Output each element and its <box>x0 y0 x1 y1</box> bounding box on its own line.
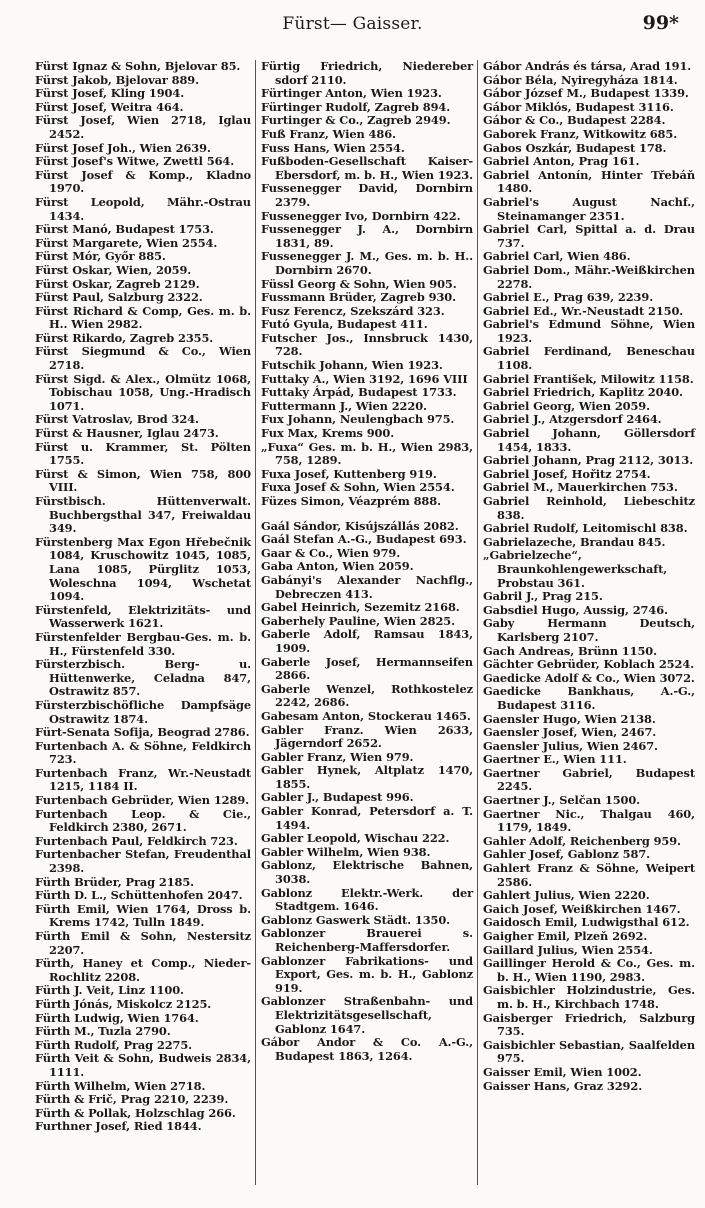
directory-entry: Fürth & Pollak, Holzschlag 266. <box>35 1105 236 1120</box>
directory-entry: Fussenegger David, Dornbirn 2379. <box>261 181 473 209</box>
directory-entry: Gabel Heinrich, Sezemitz 2168. <box>261 600 460 615</box>
directory-entry: Gablonzer Straßenbahn- und Elektrizitätsgesellschaft, Gablonz 1647. <box>261 994 473 1036</box>
directory-entry: Gaensler Josef, Wien, 2467. <box>483 725 657 740</box>
directory-entry: Gábor József M., Budapest 1339. <box>483 86 689 101</box>
directory-entry: Gablonzer Fabrikations- und Export, Ges. m. b. H., Gablonz 919. <box>261 953 473 995</box>
directory-entry: Fürst Josef & Komp., Kladno 1970. <box>35 167 251 196</box>
directory-entry: Gaedicke Adolf & Co., Wien 3072. <box>483 670 695 685</box>
directory-entry: Gahlert Franz & Söhne, Weipert 2586. <box>483 861 695 889</box>
directory-entry: Gabler Franz, Wien 979. <box>261 749 414 764</box>
directory-entry: Gabriel Ferdinand, Beneschau 1108. <box>483 344 695 373</box>
entry-columns <box>33 60 701 1185</box>
directory-entry: Fürtinger Anton, Wien 1923. <box>261 86 442 101</box>
directory-entry: Gaberle Josef, Hermannseifen 2866. <box>261 654 473 683</box>
directory-entry: Gaertner E., Wien 111. <box>483 752 627 767</box>
directory-entry: Furtenbach A. & Söhne, Feldkirch 723. <box>35 738 251 767</box>
directory-entry: Fürst Josef's Witwe, Zwettl 564. <box>35 154 235 169</box>
page-title: Fürst— Gaisser. <box>282 14 423 34</box>
directory-entry: Fürst Paul, Salzburg 2322. <box>35 290 203 305</box>
directory-entry: Gablonzer Brauerei s. Reichenberg-Maffersdorfer. <box>261 926 473 954</box>
directory-entry: Fux Johann, Neulengbach 975. <box>261 412 455 427</box>
directory-entry: Fürth Wilhelm, Wien 2718. <box>35 1078 206 1093</box>
directory-entry: Fürth Veit & Sohn, Budweis 2834, 1111. <box>35 1051 251 1079</box>
directory-entry: Gaberhely Pauline, Wien 2825. <box>261 613 455 628</box>
directory-entry: Fürsterzbischöfliche Dampfsäge Ostrawitz 1874. <box>35 697 251 726</box>
directory-entry: Fuxa Josef & Sohn, Wien 2554. <box>261 480 455 495</box>
directory-entry: Gabriel Johann, Göllersdorf 1454, 1833. <box>483 426 695 454</box>
directory-entry: Fürt-Senata Sofija, Beograd 2786. <box>35 725 250 740</box>
directory-entry: Gaich Josef, Weißkirchen 1467. <box>483 901 681 916</box>
directory-entry: Gabriel Friedrich, Kaplitz 2040. <box>483 385 683 400</box>
directory-entry: Gablonz Elektr.-Werk. der Stadtgem. 1646. <box>261 885 473 914</box>
directory-entry: Gaborek Franz, Witkowitz 685. <box>483 126 678 141</box>
directory-entry: Fürst Josef, Wien 2718, Iglau 2452. <box>35 113 251 141</box>
column-3 <box>477 60 699 1185</box>
directory-entry: Gabriel Ed., Wr.-Neustadt 2150. <box>483 303 684 318</box>
directory-entry: Gaisberger Friedrich, Salzburg 735. <box>483 1010 695 1039</box>
directory-entry: Fusz Ferencz, Szekszárd 323. <box>261 303 445 318</box>
directory-entry: Gablonz, Elektrische Bahnen, 3038. <box>261 858 473 887</box>
directory-entry: Fürtinger Rudolf, Zagreb 894. <box>261 99 451 114</box>
directory-entry: Fürth Jónás, Miskolcz 2125. <box>35 996 212 1011</box>
directory-entry: Furtenbach Gebrüder, Wien 1289. <box>35 793 250 808</box>
directory-entry: Fürth & Frič, Prag 2210, 2239. <box>35 1092 229 1107</box>
directory-entry: Gabler J., Budapest 996. <box>261 790 414 805</box>
directory-entry: Fürst Oskar, Wien, 2059. <box>35 262 192 277</box>
directory-entry: Gabrielazeche, Brandau 845. <box>483 534 666 549</box>
directory-entry: Fürsterzbisch. Berg- u. Hüttenwerke, Celadna 847, Ostrawitz 857. <box>35 657 251 699</box>
directory-entry: Fürst & Simon, Wien 758, 800 VIII. <box>35 466 251 495</box>
directory-entry: Gabriel Dom., Mähr.-Weißkirchen 2278. <box>483 262 695 291</box>
directory-entry: Gabler Leopold, Wischau 222. <box>261 831 450 846</box>
directory-entry: Gabsdiel Hugo, Aussig, 2746. <box>483 602 668 617</box>
directory-entry: Fux Max, Krems 900. <box>261 426 395 441</box>
directory-entry: Furthner Josef, Ried 1844. <box>35 1119 202 1134</box>
directory-entry: Fuss Hans, Wien 2554. <box>261 140 405 155</box>
directory-entry: Gaba Anton, Wien 2059. <box>261 559 414 574</box>
directory-entry: Gaar & Co., Wien 979. <box>261 545 401 560</box>
directory-entry: Gabriel Johann, Prag 2112, 3013. <box>483 453 694 468</box>
directory-entry: Fürth Emil, Wien 1764, Dross b. Krems 1742, Tulln 1849. <box>35 901 251 930</box>
directory-entry: Fürstbisch. Hüttenverwalt. Buchbergsthal 347, Freiwaldau 349. <box>35 494 251 536</box>
directory-entry: Gabler Konrad, Petersdorf a. T. 1494. <box>261 804 473 832</box>
directory-entry: Gabriel E., Prag 639, 2239. <box>483 290 654 305</box>
directory-entry: Gabriel Josef, Hořitz 2754. <box>483 466 651 481</box>
directory-entry: Gaberle Wenzel, Rothkostelez 2242, 2686. <box>261 681 473 710</box>
directory-entry: Füssl Georg & Sohn, Wien 905. <box>261 276 457 291</box>
directory-entry: Gabesam Anton, Stockerau 1465. <box>261 708 471 723</box>
directory-entry: Gaisbichler Holzindustrie, Ges. m. b. H., Kirchbach 1748. <box>483 983 695 1011</box>
directory-entry: Gahler Josef, Gablonz 587. <box>483 847 651 862</box>
directory-entry: Furtenbach Leop. & Cie., Feldkirch 2380, 2671. <box>35 806 251 835</box>
directory-entry: Gaertner Gabriel, Budapest 2245. <box>483 765 695 794</box>
directory-entry: Fürtig Friedrich, Niedereber sdorf 2110. <box>261 60 473 87</box>
directory-entry: Fussmann Brüder, Zagreb 930. <box>261 290 456 305</box>
directory-entry: Gaillard Julius, Wien 2554. <box>483 942 653 957</box>
directory-entry: Fürst u. Krammer, St. Pölten 1755. <box>35 439 251 468</box>
directory-entry: Fürst Siegmund & Co., Wien 2718. <box>35 344 251 373</box>
directory-entry: Gabriel Rudolf, Leitomischl 838. <box>483 521 688 536</box>
directory-entry: Futscher Jos., Innsbruck 1430, 728. <box>261 330 473 359</box>
directory-entry: Furtenbach Paul, Feldkirch 723. <box>35 833 238 848</box>
directory-entry: Gächter Gebrüder, Koblach 2524. <box>483 657 695 672</box>
directory-entry: Gach Andreas, Brünn 1150. <box>483 643 657 658</box>
directory-entry: Gabriel Carl, Spittal a. d. Drau 737. <box>483 222 695 250</box>
directory-entry: „Fuxa“ Ges. m. b. H., Wien 2983, 758, 1289. <box>261 439 473 468</box>
directory-entry: Gaisser Emil, Wien 1002. <box>483 1064 642 1079</box>
directory-entry: Futtermann J., Wien 2220. <box>261 398 427 413</box>
directory-entry: Fürth Emil & Sohn, Nestersitz 2207. <box>35 929 251 957</box>
directory-entry: Gabril J., Prag 215. <box>483 589 603 604</box>
directory-entry: Fürst Josef Joh., Wien 2639. <box>35 140 211 155</box>
column-2 <box>255 60 477 1185</box>
directory-entry: Gahler Adolf, Reichenberg 959. <box>483 833 681 848</box>
directory-entry: Gabriel Anton, Prag 161. <box>483 154 640 169</box>
directory-entry: Fürst Ignaz & Sohn, Bjelovar 85. <box>35 60 241 73</box>
directory-entry: Fürth, Haney et Comp., Nieder-Rochlitz 2208. <box>35 956 251 984</box>
directory-entry: Gaisser Hans, Graz 3292. <box>483 1078 643 1093</box>
directory-entry: Fürst Oskar, Zagreb 2129. <box>35 276 200 291</box>
section-gap <box>261 509 473 520</box>
directory-entry: Fürth J. Veit, Linz 1100. <box>35 983 184 998</box>
directory-entry: Gaertner Nic., Thalgau 460, 1179, 1849. <box>483 806 695 835</box>
directory-entry: Furtenbacher Stefan, Freudenthal 2398. <box>35 847 251 876</box>
directory-entry: Gábor Miklós, Budapest 3116. <box>483 99 674 114</box>
directory-entry: Fürth Ludwig, Wien 1764. <box>35 1010 199 1025</box>
directory-entry: Gaensler Julius, Wien 2467. <box>483 738 658 753</box>
directory-entry: Gabriel Georg, Wien 2059. <box>483 398 650 413</box>
directory-entry: Furtenbach Franz, Wr.-Neustadt 1215, 1184 II. <box>35 765 251 794</box>
page-header <box>0 0 705 48</box>
directory-entry: Fussenegger J. A., Dornbirn 1831, 89. <box>261 222 473 250</box>
directory-entry: Fürst Leopold, Mähr.-Ostrau 1434. <box>35 194 251 223</box>
directory-entry: Futó Gyula, Budapest 411. <box>261 317 428 332</box>
directory-entry: Fürth M., Tuzla 2790. <box>35 1024 171 1039</box>
directory-entry: Fuxa Josef, Kuttenberg 919. <box>261 466 437 481</box>
directory-entry: Fürst Manó, Budapest 1753. <box>35 222 214 237</box>
directory-entry: Gabriel J., Atzgersdorf 2464. <box>483 412 662 427</box>
directory-entry: Gabriel Carl, Wien 486. <box>483 249 631 264</box>
directory-entry: Futtaky Árpád, Budapest 1733. <box>261 385 457 400</box>
directory-entry: Fürth D. L., Schüttenhofen 2047. <box>35 888 243 903</box>
directory-entry: Fussenegger J. M., Ges. m. b. H.. Dornbirn 2670. <box>261 249 473 277</box>
directory-entry: Gaberle Adolf, Ramsau 1843, 1909. <box>261 627 473 655</box>
directory-entry: Gabriel's August Nachf., Steinamanger 2351. <box>483 194 695 223</box>
directory-entry: Fürst Rikardo, Zagreb 2355. <box>35 330 214 345</box>
directory-entry: Fürstenfelder Bergbau-Ges. m. b. H., Fürstenfeld 330. <box>35 629 251 658</box>
directory-entry: Gabler Wilhelm, Wien 938. <box>261 844 431 859</box>
directory-entry: Fußboden-Gesellschaft Kaiser-Ebersdorf, m. b. H., Wien 1923. <box>261 154 473 182</box>
directory-entry: Gaby Hermann Deutsch, Karlsberg 2107. <box>483 616 695 644</box>
directory-entry: Fürstenberg Max Egon Hřebečnik 1084, Kruschowitz 1045, 1085, Lana 1085, Pürglitz 1053, Woleschna 1094, Wschetat 1094. <box>35 534 251 604</box>
directory-entry: Gaidosch Emil, Ludwigsthal 612. <box>483 915 690 930</box>
directory-entry: Futschik Johann, Wien 1923. <box>261 358 443 373</box>
directory-entry: Fürst Josef, Weitra 464. <box>35 99 184 114</box>
page-number: 99* <box>642 12 679 34</box>
directory-entry: Gabos Oszkár, Budapest 178. <box>483 140 667 155</box>
column-1 <box>33 60 255 1185</box>
directory-entry: Fürth Rudolf, Prag 2275. <box>35 1037 193 1052</box>
directory-entry: Futtaky A., Wien 3192, 1696 VIII <box>261 371 468 386</box>
directory-entry: Fürstenfeld, Elektrizitäts- und Wasserwerk 1621. <box>35 602 251 631</box>
directory-entry: Gábor Andor & Co. A.-G., Budapest 1863, 1264. <box>261 1035 473 1063</box>
directory-entry: Furtinger & Co., Zagreb 2949. <box>261 113 451 128</box>
directory-entry: Gabriel M., Mauerkirchen 753. <box>483 480 678 495</box>
directory-entry: Gabriel Reinhold, Liebeschitz 838. <box>483 494 695 522</box>
directory-entry: Fürst Josef, Kling 1904. <box>35 86 185 101</box>
directory-entry: Fürth Brüder, Prag 2185. <box>35 874 195 889</box>
directory-entry: Füzes Simon, Véazprém 888. <box>261 494 441 508</box>
directory-entry: Gaertner J., Selčan 1500. <box>483 793 641 808</box>
directory-entry: Gabányi's Alexander Nachflg., Debreczen 413. <box>261 572 473 601</box>
directory-entry: Gaisbichler Sebastian, Saalfelden 975. <box>483 1037 695 1066</box>
directory-entry: Gablonz Gaswerk Städt. 1350. <box>261 912 451 927</box>
directory-entry: Fuß Franz, Wien 486. <box>261 126 396 141</box>
directory-entry: „Gabrielzeche“, Braunkohlengewerkschaft, Probstau 361. <box>483 548 668 590</box>
directory-entry: Fürst Richard & Comp, Ges. m. b. H.. Wien 2982. <box>35 303 251 332</box>
directory-entry: Gaál Stefan A.-G., Budapest 693. <box>261 532 467 547</box>
directory-entry: Fürst Vatroslav, Brod 324. <box>35 412 199 427</box>
directory-entry: Gábor András és társa, Arad 191. <box>483 60 692 73</box>
directory-entry: Fürst Jakob, Bjelovar 889. <box>35 72 199 87</box>
directory-entry: Gaedicke Bankhaus, A.-G., Budapest 3116. <box>483 684 695 712</box>
directory-entry: Fussenegger Ivo, Dornbirn 422. <box>261 208 461 223</box>
directory-entry: Gaál Sándor, Kisújszállás 2082. <box>261 518 459 533</box>
directory-entry: Gabriel Antonín, Hinter Třebáň 1480. <box>483 167 695 196</box>
directory-entry: Fürst Mór, Győr 885. <box>35 249 166 264</box>
directory-entry: Gaillinger Herold & Co., Ges. m. b. H., Wien 1190, 2983. <box>483 956 695 984</box>
directory-entry: Fürst & Hausner, Iglau 2473. <box>35 426 219 441</box>
directory-entry: Gabler Franz. Wien 2633, Jägerndorf 2652. <box>261 722 473 751</box>
directory-entry: Fürst Margarete, Wien 2554. <box>35 235 218 250</box>
directory-entry: Gabriel's Edmund Söhne, Wien 1923. <box>483 317 695 345</box>
directory-entry: Gabriel František, Milowitz 1158. <box>483 371 694 386</box>
directory-entry: Gábor & Co., Budapest 2284. <box>483 113 666 128</box>
directory-entry: Fürst Sigd. & Alex., Olmütz 1068, Tobischau 1058, Ung.-Hradisch 1071. <box>35 371 251 413</box>
directory-entry: Gaensler Hugo, Wien 2138. <box>483 711 656 726</box>
directory-entry: Gabler Hynek, Altplatz 1470, 1855. <box>261 763 473 791</box>
directory-entry: Gábor Béla, Nyiregyháza 1814. <box>483 72 678 87</box>
directory-entry: Gahlert Julius, Wien 2220. <box>483 888 650 903</box>
directory-entry: Gaigher Emil, Plzeň 2692. <box>483 929 648 943</box>
